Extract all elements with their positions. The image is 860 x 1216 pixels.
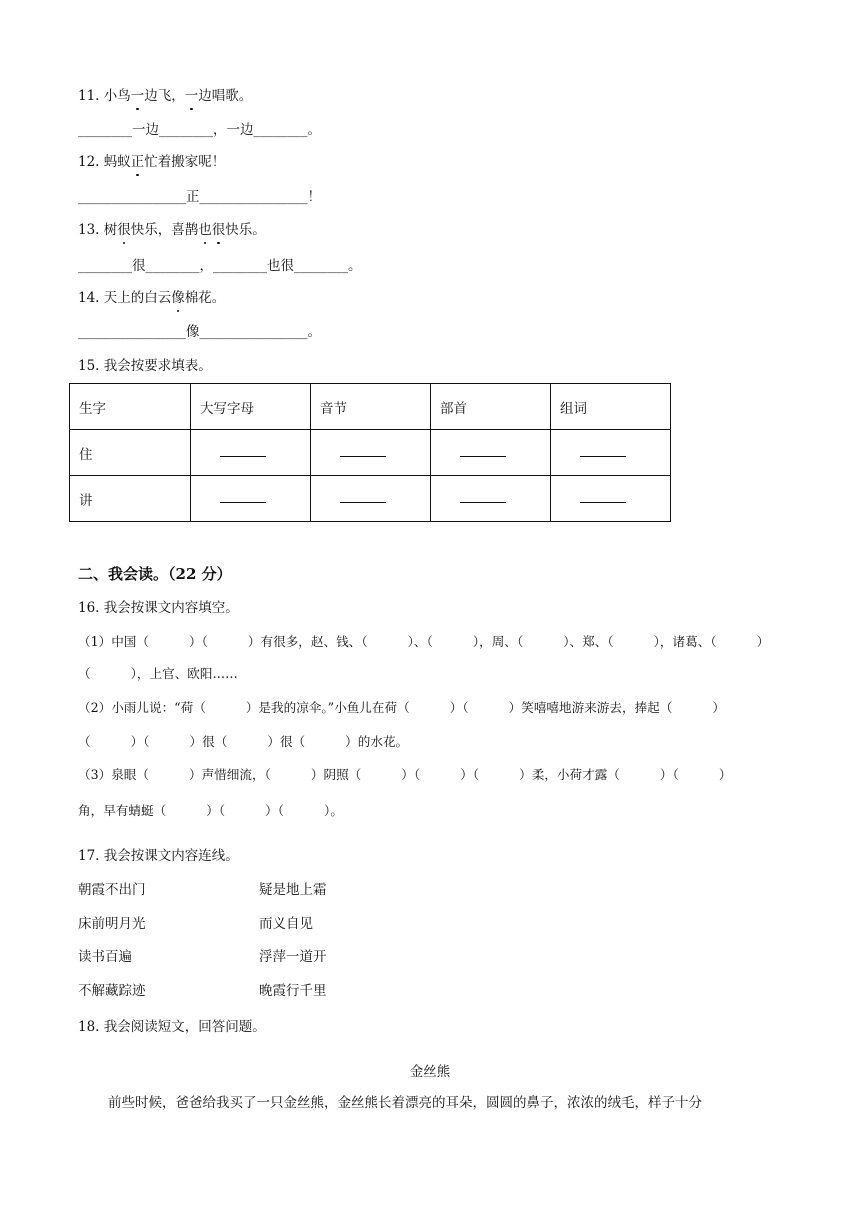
header-cell: 部首 [431,384,551,430]
emphasis-dot-char: 很 [211,222,226,238]
header-cell: 大写字母 [191,384,311,430]
answer-blank[interactable] [220,444,266,457]
blank-cell[interactable] [311,476,431,522]
header-cell: 生字 [70,384,191,430]
q18-prompt: 18. 我会阅读短文，回答问题。 [78,1019,266,1035]
q16-line: （3）泉眼（ ）声惜细流，（ ）阴照（ ）（ ）（ ）柔，小荷才露（ ）（ ） [78,767,732,782]
answer-blank[interactable] [340,444,386,457]
blank-cell[interactable] [431,430,551,476]
passage-title: 金丝熊 [409,1064,451,1080]
q12-prompt: 12. 蚂蚁正忙着搬家呢！ [78,154,226,170]
section-heading: 二、我会读。（22 分） [78,565,232,583]
q16-line: （1）中国（ ）（ ）有很多，赵、钱、（ ）、（ ），周、（ ）、郑、（ ），诸葛、（ ） [78,634,770,649]
q16-line: （2）小雨儿说：“荷（ ）是我的凉伞。”小鱼儿在荷（ ）（ ）笑嘻嘻地游来游去，捧起（ ） [78,700,725,715]
q14-prompt: 14. 天上的白云像棉花。 [78,290,226,306]
q13-answer: ________很________，________也很________。 [78,258,362,274]
blank-cell[interactable] [551,476,671,522]
q13-prompt: 13. 树很快乐，喜鹊也很快乐。 [78,222,266,238]
blank-cell[interactable] [551,430,671,476]
header-cell: 组词 [551,384,671,430]
match-left-item[interactable]: 不解藏踪迹 [78,983,146,999]
emphasis-dot-char: 一 [184,88,199,104]
table-header-row [70,384,671,430]
match-right-item[interactable]: 浮萍一道开 [259,949,327,965]
q16-line: （ ）（ ）很（ ）很（ ）的水花。 [78,734,409,749]
q17-prompt: 17. 我会按课文内容连线。 [78,848,239,864]
answer-blank[interactable] [460,490,506,503]
match-left-item[interactable]: 读书百遍 [78,949,132,965]
answer-blank[interactable] [580,490,626,503]
q16-line: 角，早有蜻蜓（ ）（ ）（ ）。 [78,803,343,818]
q16-line: （ ），上官、欧阳…… [78,666,238,681]
blank-cell[interactable] [191,476,311,522]
q12-answer: ________________正________________！ [78,189,321,205]
match-left-item[interactable]: 床前明月光 [78,916,146,932]
fill-table [69,383,671,522]
row-character: 住 [70,430,191,476]
q15-prompt: 15. 我会按要求填表。 [78,358,212,374]
emphasis-dot-char: 也 [198,222,212,238]
match-left-item[interactable]: 朝霞不出门 [78,882,146,898]
match-right-item[interactable]: 晚霞行千里 [259,983,327,999]
blank-cell[interactable] [191,430,311,476]
table-row [70,430,671,476]
emphasis-dot-char: 像 [171,290,185,306]
table-row [70,476,671,522]
emphasis-dot-char: 一 [130,88,145,104]
header-cell: 音节 [311,384,431,430]
answer-blank[interactable] [340,490,386,503]
answer-blank[interactable] [580,444,626,457]
answer-blank[interactable] [460,444,506,457]
q11-answer: ________一边________，一边________。 [78,122,321,138]
emphasis-dot-char: 正 [130,154,145,170]
match-right-item[interactable]: 疑是地上霜 [259,882,327,898]
emphasis-dot-char: 很 [117,222,131,238]
q11-prompt: 11. 小鸟一边飞，一边唱歌。 [78,88,253,104]
row-character: 讲 [70,476,191,522]
q16-prompt: 16. 我会按课文内容填空。 [78,600,239,616]
blank-cell[interactable] [311,430,431,476]
match-right-item[interactable]: 而义自见 [259,916,313,932]
passage-text: 前些时候，爸爸给我买了一只金丝熊，金丝熊长着漂亮的耳朵，圆圆的鼻子，浓浓的绒毛，样子十分 [108,1095,702,1111]
answer-blank[interactable] [220,490,266,503]
q14-answer: ________________像________________。 [78,324,321,340]
blank-cell[interactable] [431,476,551,522]
